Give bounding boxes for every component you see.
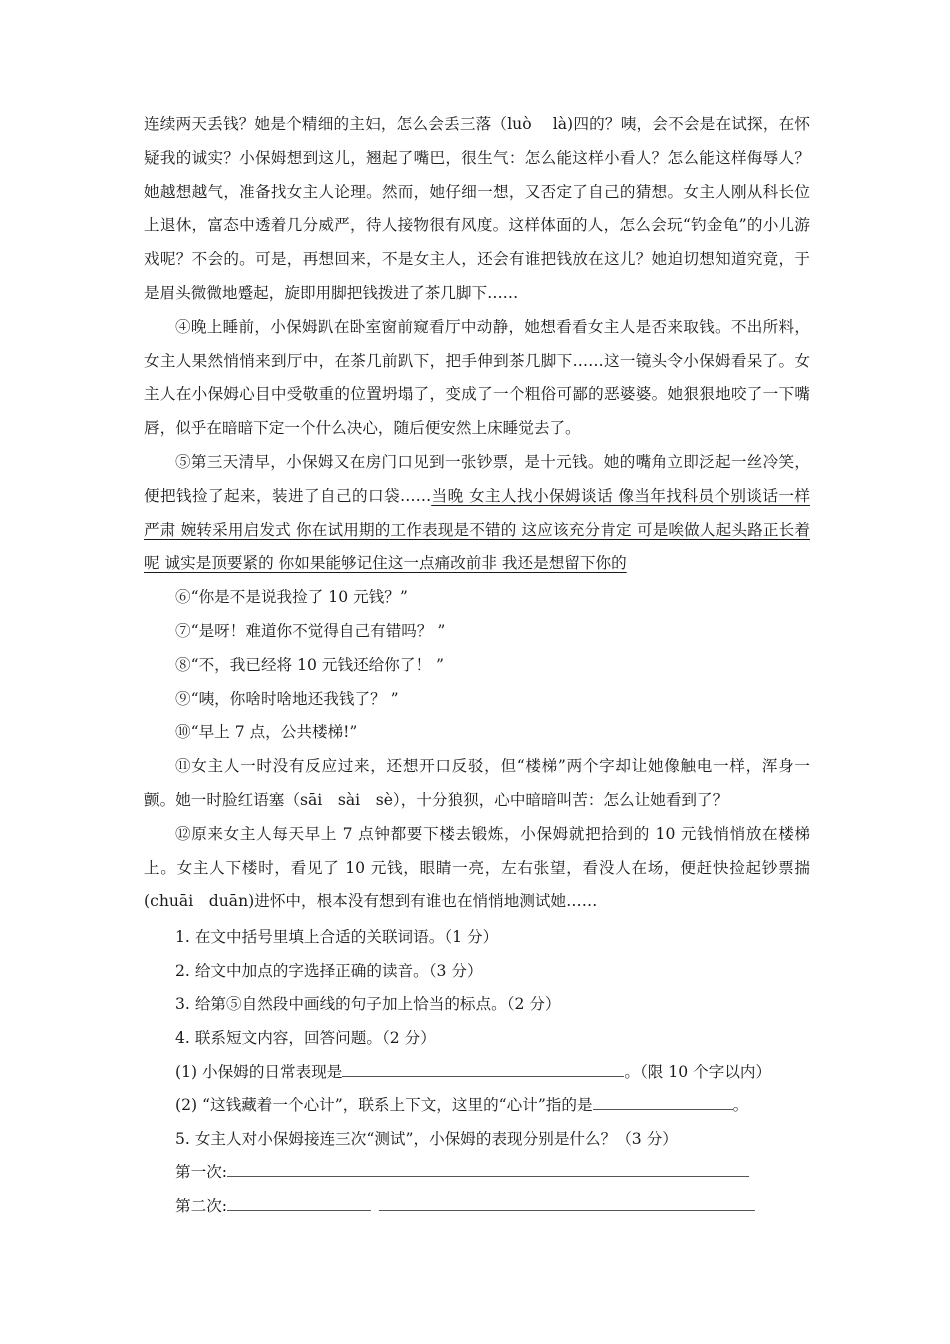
dialogue-9: ⑨“咦，你啥时啥地还我钱了？ ” <box>175 689 399 708</box>
dialogue-8: ⑧“不，我已经将 10 元钱还给你了！ ” <box>175 655 444 674</box>
paragraph-12: ⑫原来女主人每天早上 7 点钟都要下楼去锻炼，小保姆就把拾到的 10 元钱悄悄放在楼梯上。女主人下楼时，看见了 10 元钱，眼睛一亮，左右张望，看没人在场，便赶快捡起钞票揣 (chuāi duān)进怀中，根本没有想到有谁也在悄悄地测试她…… <box>144 824 810 911</box>
answer-blank-4-2[interactable] <box>593 1089 733 1110</box>
answer-line-second <box>144 1190 810 1224</box>
answer-label-second: 第二次: <box>175 1196 228 1215</box>
question-2: 2. 给文中加点的字选择正确的读音。（3 分） <box>175 961 483 980</box>
question-3: 3. 给第⑤自然段中画线的句子加上恰当的标点。（2 分） <box>175 995 561 1014</box>
question-4: 4. 联系短文内容，回答问题。（2 分） <box>175 1028 436 1047</box>
dialogue-7: ⑦“是呀！难道你不觉得自己有错吗？ ” <box>175 621 446 640</box>
answer-line-first <box>144 1156 810 1190</box>
dialogue-10: ⑩“早上 7 点，公共楼梯!” <box>175 723 358 742</box>
paragraph-3-continued: 连续两天丢钱？她是个精细的主妇，怎么会丢三落（luò là)四的？咦，会不会是在试探，在怀疑我的诚实？小保姆想到这儿，翘起了嘴巴，很生气：怎么能这样小看人？怎么能这样侮辱人？她越想越气，准备找女主人论理。然而，她仔细一想，又否定了自己的猜想。女主人刚从科长位上退休，富态中透着几分威严，待人接物很有风度。这样体面的人，怎么会玩“钓金龟”的小儿游戏呢？不会的。可是，再想回来，不是女主人，还会有谁把钱放在这儿？她迫切想知道究竟，于是眉头微微地蹙起，旋即用脚把钱拨进了茶几脚下…… <box>144 115 810 302</box>
answer-blank-4-1[interactable] <box>342 1056 624 1077</box>
question-4-2-text: (2) “这钱藏着一个心计”，联系上下文，这里的“心计”指的是 <box>175 1096 593 1115</box>
dialogue-6: ⑥“你是不是说我捡了 10 元钱？” <box>175 588 408 607</box>
question-4-1-text: (1) 小保姆的日常表现是 <box>175 1062 343 1081</box>
paragraph-11: ⑪女主人一时没有反应过来，还想开口反驳，但“楼梯”两个字却让她像触电一样，浑身一颤。她一时脸红语塞（sāi sài sè），十分狼狈，心中暗暗叫苦：怎么让她看到了？ <box>144 757 810 809</box>
question-4-1 <box>144 1056 810 1090</box>
question-4-2 <box>144 1089 810 1123</box>
answer-blank-first[interactable] <box>227 1156 749 1177</box>
question-4-2-suffix: 。 <box>732 1096 749 1115</box>
question-1: 1. 在文中括号里填上合适的关联词语。（1 分） <box>175 928 499 947</box>
paragraph-5 <box>144 446 810 581</box>
questions <box>144 921 810 1223</box>
answer-blank-second-a[interactable] <box>227 1190 371 1211</box>
answer-blank-second-b[interactable] <box>379 1190 755 1211</box>
question-5: 5. 女主人对小保姆接连三次“测试”，小保姆的表现分别是什么？（3 分） <box>175 1129 678 1148</box>
underlined-sentence: 当晚 女主人找小保姆谈话 像当年找科员个别谈话一样 严肃 婉转采用启发式 你在试用期的工作表现是不错的 这应该充分肯定 可是唉做人起头路正长着呢 诚实是顶要紧的 你如果能够记住这一点痛改前非 我还是想留下你的 <box>144 486 810 573</box>
question-4-1-suffix: 。（限 10 个字以内） <box>624 1062 772 1081</box>
article-body <box>144 108 810 1223</box>
answer-label-first: 第一次: <box>175 1163 228 1182</box>
paragraph-5-text: ⑤第三天清早，小保姆又在房门口见到一张钞票，是十元钱。她的嘴角立即泛起一丝冷笑，便把钱捡了起来，装进了自己的口袋…… <box>144 452 810 505</box>
paragraph-4: ④晚上睡前，小保姆趴在卧室窗前窥看厅中动静，她想看看女主人是否来取钱。不出所料，女主人果然悄悄来到厅中，在茶几前趴下，把手伸到茶几脚下……这一镜头令小保姆看呆了。女主人在小保姆心目中受敬重的位置坍塌了，变成了一个粗俗可鄙的恶婆婆。她狠狠地咬了一下嘴唇，似乎在暗暗下定一个什么决心，随后便安然上床睡觉去了。 <box>144 317 810 438</box>
